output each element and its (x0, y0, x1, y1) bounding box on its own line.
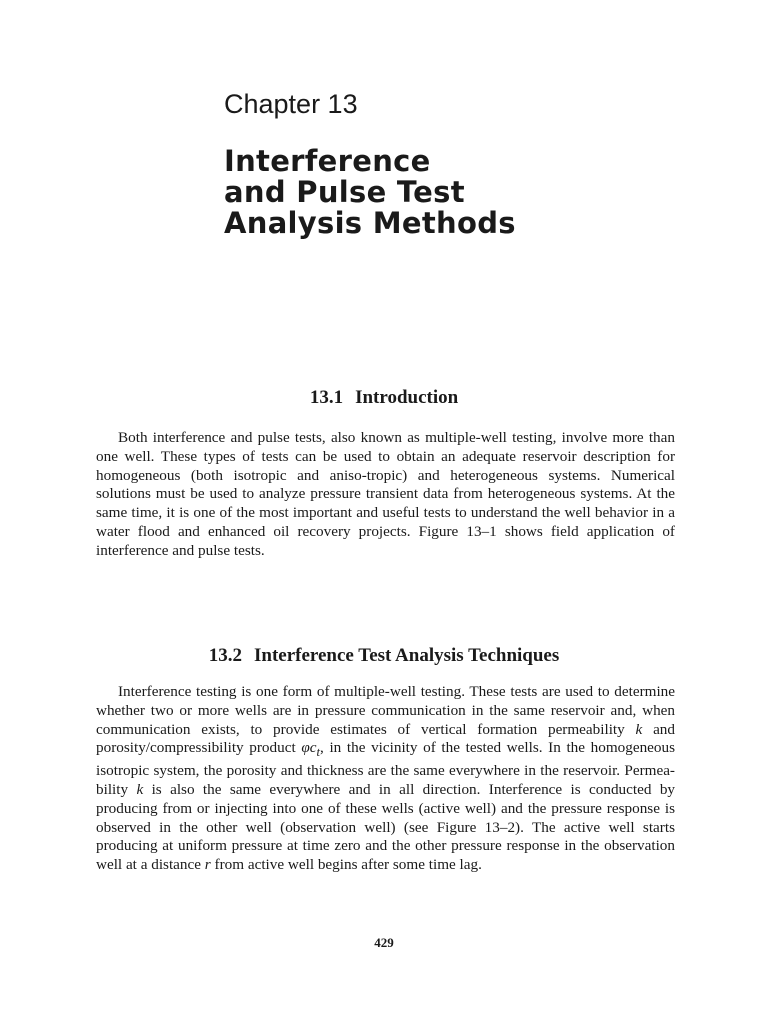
math-symbol-r: r (204, 856, 211, 874)
section-heading-introduction (0, 387, 768, 409)
chapter-title-line-2: and Pulse Test (224, 175, 465, 209)
math-symbol-phi-c: φc (301, 739, 317, 757)
section-title: Introduction (355, 387, 459, 408)
paragraph-text: , in the vicinity of the tested wells. In the homogeneous isotropic system, the porosity and thickness are the same everywhere in the reservoir. Permea-bility (96, 739, 676, 799)
chapter-title (224, 146, 516, 239)
chapter-title-line-1: Interference (224, 144, 431, 178)
introduction-paragraph: Both interference and pulse tests, also known as multiple-well testing, involve more than one well. These types of tests can be used to obtain an adequate reservoir description for homogeneous (both isotropic and aniso-tropic) and heterogeneous systems. Numerical solutions must be used to analyze pressure transient data from heterogeneous systems. At the same time, it is one of the most important and useful tests to understand the well behavior in a water flood and enhanced oil recovery projects. Figure 13–1 shows field application of interference and pulse tests. (96, 429, 675, 559)
paragraph-text: Interference testing is one form of multiple-well testing. These tests are used to determine whether two or more wells are in pressure communication in the same reservoir and, when communication exists, to provide estimates of vertical formation permeability (96, 683, 675, 738)
section-number: 13.2 (208, 645, 242, 666)
math-subscript-t: t (316, 745, 321, 760)
paragraph-text: is also the same everywhere and in all direction. Interference is conducted by producing from or injecting into one of these wells (active well) and the pressure response is observed in the other well (observation well) (see Figure 13–2). The active well starts producing at uniform pressure at time zero and the other pressure response in the observation well at a distance (96, 781, 676, 874)
interference-techniques-paragraph (96, 683, 675, 875)
section-heading-interference-techniques (0, 645, 768, 667)
section-number: 13.1 (309, 387, 344, 408)
math-symbol-k: k (136, 781, 144, 799)
math-symbol-k: k (635, 720, 643, 738)
page-number: 429 (374, 935, 394, 950)
paragraph-text: from active well begins after some time lag. (210, 856, 482, 874)
paragraph-text: and porosity/compressibility product (96, 720, 675, 757)
chapter-title-line-3: Analysis Methods (224, 206, 516, 240)
chapter-label: Chapter 13 (224, 89, 358, 119)
section-title: Interference Test Analysis Techniques (253, 645, 560, 666)
